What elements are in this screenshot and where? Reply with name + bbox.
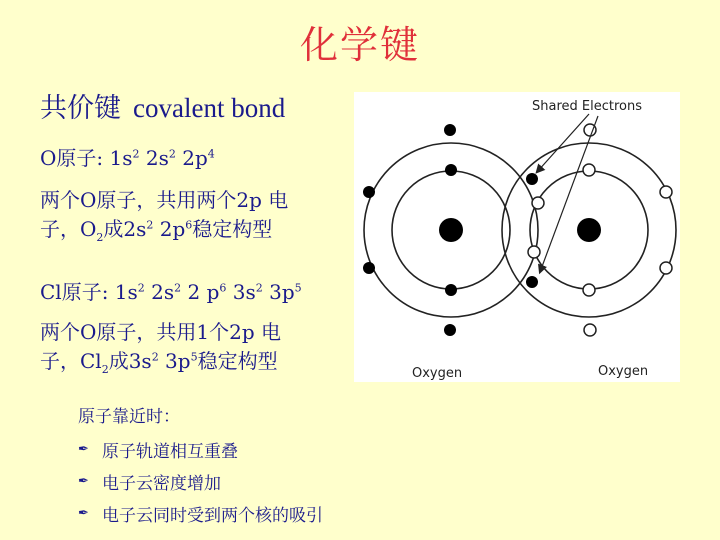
chlorine-config-label: Cl原子: xyxy=(40,280,115,304)
right-nucleus xyxy=(577,218,601,242)
oxygen-config-label: O原子: xyxy=(40,146,110,170)
heading-zh: 共价键 xyxy=(40,93,121,124)
electron xyxy=(583,164,595,176)
electron xyxy=(584,324,596,336)
pen-bullet-icon: ✒ xyxy=(78,505,89,521)
electron xyxy=(363,186,375,198)
left-oxygen-label: Oxygen xyxy=(412,366,463,381)
shared-electrons-label: Shared Electrons xyxy=(532,99,642,114)
electron xyxy=(660,262,672,274)
electron xyxy=(660,186,672,198)
electron xyxy=(445,284,457,296)
shared-arrow xyxy=(540,116,598,272)
electron xyxy=(583,284,595,296)
oxygen-electron-config: O原子: $1s^2$ $2s^2$ $2p^4$ xyxy=(40,146,215,170)
shared-electron xyxy=(528,246,540,258)
chlorine-desc-line1: 两个O原子，共用1个2p 电 xyxy=(40,320,282,344)
pen-bullet-icon: ✒ xyxy=(78,441,89,457)
oxygen-bond-diagram xyxy=(354,92,680,382)
electron xyxy=(363,262,375,274)
chlorine-electron-config: Cl原子: $1s^2$ $2s^2$ 2 $p^6$ $3s^2$ $3p^5$ xyxy=(40,280,302,304)
pen-bullet-icon: ✒ xyxy=(78,473,89,489)
notes-heading: 原子靠近时： xyxy=(78,407,180,427)
oxygen-desc-line2: 子，$O_2$成$2s^2$ $2p^6$稳定构型 xyxy=(40,217,273,244)
heading-en: covalent bond xyxy=(133,93,286,123)
notes-list xyxy=(78,402,323,529)
electron xyxy=(444,324,456,336)
list-item: ✒ 原子轨道相互重叠 xyxy=(78,441,238,462)
oxygen-desc-line1: 两个O原子，共用两个2p 电 xyxy=(40,188,289,212)
oxygen-description xyxy=(40,186,340,244)
left-nucleus xyxy=(439,218,463,242)
page-title: 化学键 xyxy=(299,23,420,67)
list-item: ✒ 电子云密度增加 xyxy=(78,473,221,494)
diagram-svg xyxy=(354,92,680,382)
electron xyxy=(445,164,457,176)
right-oxygen-label: Oxygen xyxy=(598,364,649,379)
chlorine-desc-line2: 子，$Cl_2$成$3s^2$ $3p^5$稳定构型 xyxy=(40,349,278,376)
electron xyxy=(444,124,456,136)
section-heading xyxy=(40,86,285,125)
shared-electron xyxy=(526,173,538,185)
shared-electron xyxy=(526,276,538,288)
shared-electron xyxy=(532,197,544,209)
chlorine-description xyxy=(40,318,340,376)
list-item: ✒ 电子云同时受到两个核的吸引 xyxy=(78,505,323,526)
